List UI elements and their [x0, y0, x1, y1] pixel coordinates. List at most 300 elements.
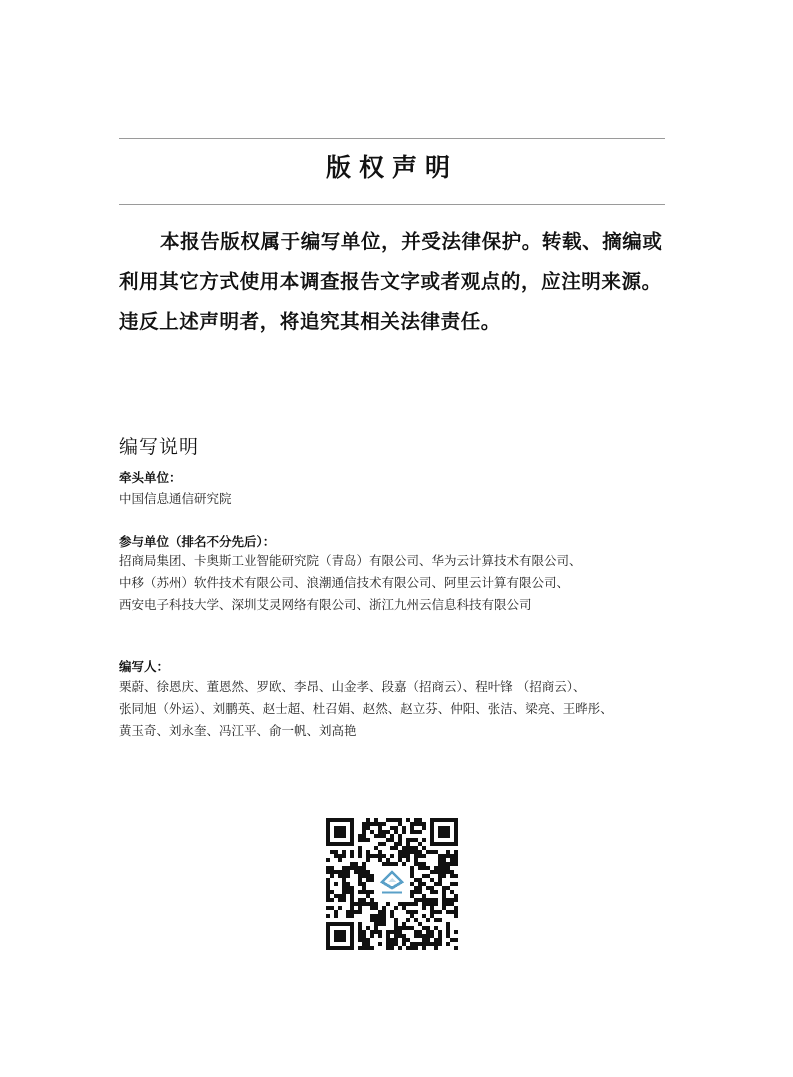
qr-module: [394, 862, 398, 866]
qr-module: [366, 822, 370, 826]
qr-module: [446, 922, 450, 926]
qr-module: [346, 890, 350, 894]
qr-module: [398, 926, 402, 930]
qr-module: [362, 870, 366, 874]
qr-module: [446, 910, 450, 914]
qr-module: [394, 818, 398, 822]
qr-module: [374, 834, 378, 838]
qr-module: [326, 926, 330, 930]
qr-module: [438, 874, 442, 878]
qr-module: [434, 898, 438, 902]
qr-module: [350, 826, 354, 830]
qr-module: [350, 902, 354, 906]
qr-module: [378, 842, 382, 846]
qr-module: [390, 910, 394, 914]
qr-module: [414, 942, 418, 946]
qr-module: [406, 858, 410, 862]
qr-module: [414, 886, 418, 890]
qr-module: [434, 902, 438, 906]
qr-module: [386, 946, 390, 950]
qr-module: [338, 934, 342, 938]
qr-module: [342, 890, 346, 894]
qr-module: [338, 842, 342, 846]
qr-module: [346, 910, 350, 914]
qr-module: [422, 898, 426, 902]
qr-module: [418, 890, 422, 894]
qr-module: [382, 914, 386, 918]
qr-module: [326, 870, 330, 874]
qr-module: [418, 818, 422, 822]
qr-module: [382, 830, 386, 834]
qr-module: [342, 842, 346, 846]
qr-module: [350, 834, 354, 838]
qr-module: [454, 914, 458, 918]
qr-module: [418, 882, 422, 886]
qr-module: [362, 834, 366, 838]
qr-module: [438, 834, 442, 838]
qr-module: [454, 842, 458, 846]
qr-module: [442, 902, 446, 906]
qr-module: [390, 854, 394, 858]
qr-module: [394, 934, 398, 938]
qr-module: [330, 906, 334, 910]
qr-module: [422, 942, 426, 946]
qr-module: [414, 818, 418, 822]
qr-module: [350, 850, 354, 854]
qr-module: [358, 850, 362, 854]
qr-module: [330, 946, 334, 950]
qr-module: [326, 914, 330, 918]
qr-module: [346, 882, 350, 886]
qr-module: [454, 850, 458, 854]
qr-module: [422, 914, 426, 918]
qr-module: [394, 842, 398, 846]
qr-module: [358, 938, 362, 942]
qr-module: [430, 914, 434, 918]
qr-module: [414, 858, 418, 862]
qr-module: [430, 850, 434, 854]
qr-module: [390, 826, 394, 830]
qr-module: [342, 930, 346, 934]
qr-module: [362, 882, 366, 886]
qr-module: [386, 858, 390, 862]
qr-module: [366, 838, 370, 842]
qr-module: [366, 878, 370, 882]
qr-module: [398, 854, 402, 858]
qr-module: [366, 870, 370, 874]
qr-module: [438, 858, 442, 862]
qr-module: [450, 910, 454, 914]
qr-module: [326, 878, 330, 882]
qr-module: [338, 906, 342, 910]
qr-module: [398, 850, 402, 854]
qr-module: [366, 874, 370, 878]
qr-module: [414, 862, 418, 866]
qr-module: [454, 830, 458, 834]
qr-module: [402, 826, 406, 830]
qr-module: [394, 926, 398, 930]
authors-line: 张同旭（外运）、刘鹏英、赵士超、杜召娟、赵然、赵立芬、仲阳、张洁、梁亮、王晔彤、: [119, 701, 613, 716]
qr-module: [430, 834, 434, 838]
qr-module: [374, 902, 378, 906]
qr-module: [370, 874, 374, 878]
qr-module: [326, 922, 330, 926]
qr-module: [406, 842, 410, 846]
qr-module: [454, 930, 458, 934]
qr-module: [338, 858, 342, 862]
qr-module: [382, 822, 386, 826]
qr-module: [374, 930, 378, 934]
qr-module: [358, 910, 362, 914]
qr-module: [354, 910, 358, 914]
qr-module: [386, 942, 390, 946]
qr-module: [414, 838, 418, 842]
qr-module: [330, 850, 334, 854]
qr-module: [450, 874, 454, 878]
qr-module: [442, 826, 446, 830]
qr-module: [430, 942, 434, 946]
qr-module: [430, 878, 434, 882]
qr-module: [454, 862, 458, 866]
qr-module: [386, 862, 390, 866]
qr-module: [418, 862, 422, 866]
qr-module: [378, 914, 382, 918]
qr-module: [410, 894, 414, 898]
qr-module: [330, 842, 334, 846]
qr-module: [330, 922, 334, 926]
qr-module: [454, 818, 458, 822]
qr-module: [422, 854, 426, 858]
qr-module: [382, 854, 386, 858]
notice-line: 本报告版权属于编写单位，并受法律保护。转载、摘编或: [160, 230, 663, 253]
qr-module: [426, 938, 430, 942]
qr-module: [338, 870, 342, 874]
qr-module: [390, 942, 394, 946]
qr-module: [446, 902, 450, 906]
qr-module: [346, 866, 350, 870]
qr-module: [434, 890, 438, 894]
qr-module: [382, 842, 386, 846]
qr-module: [358, 874, 362, 878]
qr-module: [374, 906, 378, 910]
qr-module: [402, 922, 406, 926]
qr-module: [366, 946, 370, 950]
qr-module: [450, 842, 454, 846]
qr-module: [358, 934, 362, 938]
qr-module: [334, 850, 338, 854]
qr-module: [418, 878, 422, 882]
qr-module: [370, 918, 374, 922]
qr-module: [374, 914, 378, 918]
qr-module: [398, 902, 402, 906]
qr-module: [334, 938, 338, 942]
qr-module: [378, 918, 382, 922]
qr-module: [406, 846, 410, 850]
qr-module: [350, 926, 354, 930]
qr-module: [410, 830, 414, 834]
qr-module: [422, 906, 426, 910]
qr-module: [346, 886, 350, 890]
qr-module: [370, 930, 374, 934]
qr-module: [446, 850, 450, 854]
qr-module: [354, 902, 358, 906]
qr-module: [394, 922, 398, 926]
qr-module: [446, 866, 450, 870]
qr-module: [358, 834, 362, 838]
qr-module: [366, 826, 370, 830]
qr-module: [446, 886, 450, 890]
qr-module: [454, 834, 458, 838]
qr-module: [350, 934, 354, 938]
qr-module: [342, 882, 346, 886]
qr-module: [406, 818, 410, 822]
page-title: 版权声明: [325, 153, 458, 182]
qr-module: [326, 830, 330, 834]
qr-module: [342, 870, 346, 874]
qr-module: [338, 830, 342, 834]
qr-module: [430, 902, 434, 906]
qr-module: [382, 910, 386, 914]
qr-module: [454, 854, 458, 858]
qr-module: [326, 938, 330, 942]
qr-module: [418, 830, 422, 834]
qr-module: [402, 850, 406, 854]
qr-module: [342, 886, 346, 890]
qr-module: [410, 926, 414, 930]
qr-module: [394, 830, 398, 834]
qr-module: [414, 934, 418, 938]
qr-module: [410, 874, 414, 878]
qr-module: [418, 922, 422, 926]
qr-module: [326, 838, 330, 842]
qr-module: [338, 874, 342, 878]
qr-module: [402, 862, 406, 866]
qr-module: [442, 862, 446, 866]
qr-module: [414, 850, 418, 854]
qr-module: [330, 818, 334, 822]
qr-module: [370, 878, 374, 882]
qr-module: [330, 874, 334, 878]
qr-module: [370, 822, 374, 826]
qr-module: [410, 910, 414, 914]
qr-module: [390, 846, 394, 850]
qr-module: [402, 938, 406, 942]
qr-module: [454, 826, 458, 830]
qr-module: [422, 894, 426, 898]
authors-line: 栗蔚、徐恩庆、董恩然、罗欧、李昂、山金孝、段嘉（招商云）、程叶锋 （招商云）、: [119, 679, 586, 694]
qr-module: [342, 818, 346, 822]
qr-module: [330, 870, 334, 874]
qr-module: [358, 898, 362, 902]
qr-module: [418, 854, 422, 858]
qr-module: [446, 862, 450, 866]
qr-module: [326, 894, 330, 898]
qr-module: [438, 878, 442, 882]
qr-module: [358, 906, 362, 910]
qr-module: [350, 830, 354, 834]
qr-module: [438, 866, 442, 870]
qr-module: [430, 898, 434, 902]
qr-module: [418, 898, 422, 902]
lead-unit-value: 中国信息通信研究院: [119, 491, 232, 506]
qr-module: [410, 946, 414, 950]
qr-module: [378, 942, 382, 946]
qr-module: [334, 826, 338, 830]
qr-module: [334, 946, 338, 950]
qr-module: [334, 894, 338, 898]
qr-module: [402, 846, 406, 850]
qr-module: [402, 926, 406, 930]
qr-module: [390, 938, 394, 942]
qr-module: [446, 854, 450, 858]
qr-module: [422, 902, 426, 906]
qr-module: [350, 818, 354, 822]
qr-module: [454, 946, 458, 950]
qr-module: [398, 822, 402, 826]
qr-module: [386, 830, 390, 834]
qr-module: [450, 898, 454, 902]
qr-module: [362, 946, 366, 950]
logo-caption-mark: [382, 892, 402, 894]
qr-module: [378, 830, 382, 834]
qr-module: [334, 830, 338, 834]
qr-module: [402, 934, 406, 938]
qr-module: [358, 866, 362, 870]
participants-list: [119, 550, 582, 616]
qr-module: [374, 926, 378, 930]
qr-module: [430, 826, 434, 830]
qr-module: [370, 854, 374, 858]
qr-module: [406, 838, 410, 842]
qr-module: [410, 890, 414, 894]
qr-module: [374, 846, 378, 850]
qr-module: [370, 946, 374, 950]
qr-module: [438, 930, 442, 934]
qr-module: [442, 898, 446, 902]
qr-module: [378, 850, 382, 854]
qr-module: [454, 894, 458, 898]
qr-module: [350, 906, 354, 910]
qr-module: [450, 858, 454, 862]
qr-module: [366, 902, 370, 906]
qr-module: [362, 898, 366, 902]
qr-module: [402, 854, 406, 858]
qr-module: [326, 930, 330, 934]
qr-module: [418, 942, 422, 946]
qr-module: [386, 902, 390, 906]
qr-module: [446, 834, 450, 838]
qr-module: [450, 818, 454, 822]
notes-heading: 编写说明: [119, 436, 200, 458]
qr-module: [334, 882, 338, 886]
qr-module: [338, 938, 342, 942]
qr-module: [350, 886, 354, 890]
qr-module: [326, 858, 330, 862]
qr-module: [442, 874, 446, 878]
qr-module: [390, 862, 394, 866]
qr-module: [438, 854, 442, 858]
qr-module: [338, 898, 342, 902]
qr-module: [450, 938, 454, 942]
qr-module: [418, 934, 422, 938]
qr-module: [414, 878, 418, 882]
qr-module: [446, 930, 450, 934]
qr-module: [430, 930, 434, 934]
qr-module: [358, 870, 362, 874]
qr-module: [378, 834, 382, 838]
qr-module: [414, 902, 418, 906]
qr-module: [418, 850, 422, 854]
qr-module: [398, 858, 402, 862]
qr-module: [434, 866, 438, 870]
qr-module: [422, 838, 426, 842]
qr-module: [326, 946, 330, 950]
qr-module: [418, 822, 422, 826]
qr-module: [338, 818, 342, 822]
qr-module: [390, 930, 394, 934]
qr-module: [338, 854, 342, 858]
qr-module: [434, 946, 438, 950]
qr-module: [394, 938, 398, 942]
qr-module: [406, 902, 410, 906]
qr-module: [370, 914, 374, 918]
authors-list: [119, 676, 613, 742]
qr-module: [406, 946, 410, 950]
qr-module: [370, 934, 374, 938]
qr-module: [398, 934, 402, 938]
qr-module: [362, 826, 366, 830]
qr-module: [442, 906, 446, 910]
qr-module: [326, 834, 330, 838]
qr-module: [390, 914, 394, 918]
qr-module: [350, 914, 354, 918]
qr-module: [382, 922, 386, 926]
qr-module: [434, 926, 438, 930]
qr-module: [334, 842, 338, 846]
qr-module: [438, 842, 442, 846]
qr-module: [426, 886, 430, 890]
top-divider: [119, 138, 665, 139]
qr-module: [402, 830, 406, 834]
qr-module: [338, 894, 342, 898]
qr-module: [346, 874, 350, 878]
qr-module: [358, 890, 362, 894]
qr-module: [342, 898, 346, 902]
qr-module: [382, 862, 386, 866]
qr-module: [426, 898, 430, 902]
qr-module: [442, 842, 446, 846]
qr-module: [402, 942, 406, 946]
participants-line: 中移（苏州）软件技术有限公司、浪潮通信技术有限公司、阿里云计算有限公司、: [119, 575, 570, 590]
qr-module: [434, 850, 438, 854]
qr-module: [342, 894, 346, 898]
qr-module: [358, 926, 362, 930]
qr-module: [398, 818, 402, 822]
qr-module: [454, 858, 458, 862]
qr-module: [430, 906, 434, 910]
qr-module: [330, 890, 334, 894]
qr-module: [438, 830, 442, 834]
qr-module: [326, 882, 330, 886]
qr-module: [390, 834, 394, 838]
qr-module: [438, 934, 442, 938]
qr-module: [342, 946, 346, 950]
qr-module: [378, 922, 382, 926]
qr-module: [426, 866, 430, 870]
qr-module: [386, 818, 390, 822]
qr-module: [410, 822, 414, 826]
qr-module: [378, 930, 382, 934]
